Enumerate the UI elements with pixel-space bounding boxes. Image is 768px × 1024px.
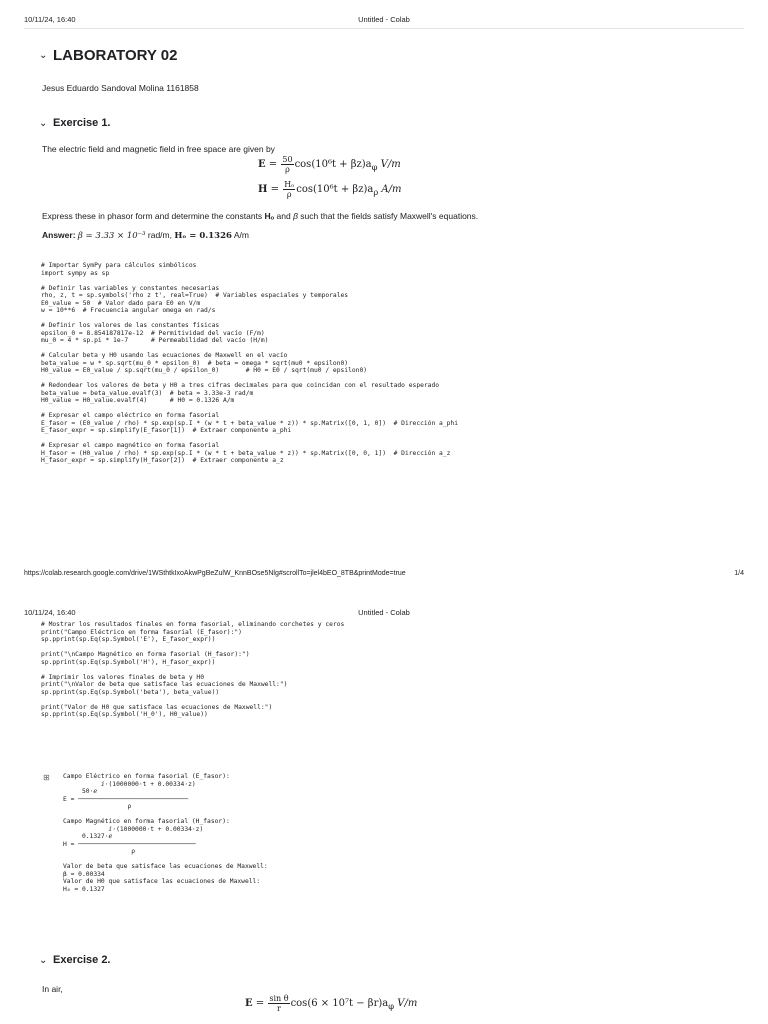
answer-h0: Hₒ = 0.1326 [174,231,232,241]
code-line: H_fasor = (H0_value / rho) * sp.exp(sp.I * (w * t + beta_value * z)) * sp.Matrix([0, 0, 1]) # Dirección a_z [41,449,451,457]
fraction-numerator: sin θ [269,994,289,1003]
output-line: Valor de H0 que satisface las ecuaciones de Maxwell: [63,878,261,885]
code-line [41,696,741,704]
equation-magnetic-field: H = $\frac{\text{Hₒ}}{\rho}$ $\cos(10^6t + \beta z)a_\rho$ A/m [258,180,402,199]
equation-lhs: E [258,159,266,170]
code-line: # Expresar el campo eléctrico en forma fasorial [41,412,220,419]
code-line: w = 10**6 # Frecuencia angular omega en rad/s [41,307,216,314]
code-line: rho, z, t = sp.symbols('rho z t', real=True) # Variables espaciales y temporales [41,292,349,299]
code-line: print("Campo Eléctrico en forma fasorial (E_fasor):") [41,628,242,636]
code-line: # Redondear los valores de beta y H0 a tres cifras decimales para que coincidan con el resultado esperado [41,382,440,389]
code-line [41,666,741,674]
code-line: # Importar SymPy para cálculos simbólicos [41,262,197,269]
code-line: H0_value = H0_value.evalf(4) # H0 = 0.1326 A/m [41,397,235,404]
print-header-page-2 [0,608,768,622]
code-line: # Definir los valores de las constantes físicas [41,322,220,329]
code-line: sp.pprint(sp.Eq(sp.Symbol('H_0'), H0_value)) [41,711,208,718]
print-footer-page-1 [0,570,768,582]
fraction-denominator: ρ [285,165,290,174]
print-timestamp: 10/11/24, 16:40 [24,15,76,24]
output-line: H = ─────────────────────────────── [63,840,196,848]
output-line: Valor de beta que satisface las ecuaciones de Maxwell: [63,863,268,870]
code-line [41,345,741,353]
answer-beta: β = 3.33 × 10⁻³ [77,231,146,241]
code-line [41,277,741,285]
fraction-numerator: 50 [282,155,293,164]
print-footer-url: https://colab.research.google.com/drive/1WSthtkIxoAkwPgBeZulW_KnnBOse5Nlg#scrollTo=jlel4bEO_8TB&printMode=true [24,570,406,577]
code-line: epsilon_0 = 8.854187817e-12 # Permitividad del vacío (F/m) [41,329,265,337]
equation-fraction [283,180,295,199]
code-line: beta_value = beta_value.evalf(3) # beta = 3.33e-3 rad/m [41,389,254,397]
fraction-denominator: ρ [286,190,292,199]
equation-subscript: ρ [373,187,379,197]
code-cell-1[interactable] [41,262,741,465]
equation-electric-field: E = $\frac{50}{\rho}$ $\cos(10^6t + \beta z)a_\varphi$ V/m [258,155,401,174]
code-output [63,773,723,893]
equation-unit: A/m [378,184,402,195]
code-cell-2[interactable] [41,621,741,719]
lab-section-heading[interactable] [39,47,177,64]
code-line [41,375,741,383]
exercise-2-heading[interactable] [39,954,111,966]
output-line: ρ [63,803,132,810]
equation-rhs: cos(10⁶t + βz)a [294,159,372,170]
task-symbol-beta: β [293,211,298,221]
equation-unit: V/m [377,159,401,170]
print-window-title: Untitled - Colab [358,15,410,24]
code-line: E0_value = 50 # Valor dado para E0 en V/m [41,299,201,307]
answer-unit: rad/m, [145,230,175,240]
fraction-denominator: r [277,1004,281,1013]
answer-label: Answer: [42,230,76,240]
task-text: Express these in phasor form and determine the constants [42,211,265,221]
code-line: sp.pprint(sp.Eq(sp.Symbol('beta'), beta_value)) [41,688,220,696]
chevron-down-icon[interactable]: ⌄ [39,50,48,61]
code-line: # Imprimir los valores finales de beta y H0 [41,673,205,681]
equation-exercise-2-electric-field: E = $\frac{\text{sin θ}}{r}$ $\cos(6 \times 10^7t - \beta r)a_\varphi$ V/m [245,994,418,1013]
print-timestamp: 10/11/24, 16:40 [24,608,76,617]
output-line: β = 0.00334 [63,870,105,878]
equation-unit: V/m [394,998,418,1009]
code-line: sp.pprint(sp.Eq(sp.Symbol('H'), H_fasor_expr)) [41,658,216,666]
code-line [41,315,741,323]
print-header-page-1 [0,15,768,29]
code-line [41,405,741,413]
equation-fraction [268,994,289,1013]
exercise-1-answer [42,230,249,241]
exercise-1-heading[interactable] [39,117,111,129]
equation-lhs: E [245,998,253,1009]
output-line: Campo Magnético en forma fasorial (H_fasor): [63,818,230,825]
chevron-down-icon[interactable]: ⌄ [39,954,48,966]
equation-fraction [281,155,293,174]
code-line: # Calcular beta y H0 usando las ecuaciones de Maxwell en el vacío [41,352,288,359]
exercise-1-task [42,211,478,221]
equation-subscript: φ [388,1001,395,1011]
code-line: H_fasor_expr = sp.simplify(H_fasor[2]) # Extraer componente a_z [41,457,284,464]
output-line: ⅈ⋅(1000000⋅t + 0.00334⋅z) [63,825,204,833]
answer-unit: A/m [231,230,249,240]
author-line: Jesus Eduardo Sandoval Molina 1161858 [42,83,199,93]
output-line: 50⋅ℯ [63,788,98,795]
output-line: E = ───────────────────────────── [63,795,189,803]
code-line: H0_value = E0_value / sp.sqrt(mu_0 / epsilon_0) # H0 = E0 / sqrt(mu0 / epsilon0) [41,367,368,374]
code-line: beta_value = w * sp.sqrt(mu_0 * epsilon_0) # beta = omega * sqrt(mu0 * epsilon0) [41,359,349,367]
equation-rhs: cos(10⁶t + βz)a [296,184,374,195]
code-line: # Mostrar los resultados finales en forma fasorial, eliminando corchetes y ceros [41,621,345,628]
page-title: LABORATORY 02 [53,47,178,64]
output-line: ρ [63,848,136,855]
fraction-numerator: Hₒ [284,180,295,189]
exercise-1-intro: The electric field and magnetic field in free space are given by [42,144,275,154]
header-divider [24,28,744,29]
exercise-2-intro: In air, [42,984,63,994]
code-line: # Definir las variables y constantes necesarias [41,284,220,292]
chevron-down-icon[interactable]: ⌄ [39,117,48,129]
code-line: E_fasor = (E0_value / rho) * sp.exp(sp.I * (w * t + beta_value * z)) * sp.Matrix([0, 1, 0]) # Dirección a_phi [41,419,459,427]
code-line: mu_0 = 4 * sp.pi * 1e-7 # Permeabilidad del vacío (H/m) [41,337,269,344]
output-line [63,811,723,819]
code-line: sp.pprint(sp.Eq(sp.Symbol('E'), E_fasor_expr)) [41,636,216,643]
equation-subscript: φ [371,162,378,172]
output-line: 0.1327⋅ℯ [63,833,113,840]
exercise-1-title: Exercise 1. [53,117,111,129]
exercise-2-title: Exercise 2. [53,954,111,966]
task-symbol-h0: Hₒ [264,211,275,221]
task-text: such that the fields satisfy Maxwell's equations. [297,211,479,221]
output-line: ⅈ⋅(1000000⋅t + 0.00334⋅z) [63,780,196,788]
code-line: import sympy as sp [41,269,110,277]
equation-lhs: H [258,184,268,195]
code-line [41,644,741,652]
code-line [41,435,741,443]
print-page-number: 1/4 [734,570,744,577]
output-toggle-icon[interactable]: ⊞ [43,773,50,782]
output-line: H₀ = 0.1327 [63,885,105,893]
task-text: and [274,211,294,221]
code-line: print("\nCampo Magnético en forma fasorial (H_fasor):") [41,651,250,658]
code-line: # Expresar el campo magnético en forma fasorial [41,442,220,449]
equation-rhs: cos(6 × 10⁷t − βr)a [290,998,389,1009]
print-window-title: Untitled - Colab [358,608,410,617]
output-line [63,856,723,864]
code-line: print("Valor de H0 que satisface las ecuaciones de Maxwell:") [41,703,273,711]
code-line: print("\nValor de beta que satisface las ecuaciones de Maxwell:") [41,681,288,688]
code-line: E_fasor_expr = sp.simplify(E_fasor[1]) # Extraer componente a_phi [41,427,292,434]
output-line: Campo Eléctrico en forma fasorial (E_fasor): [63,773,230,780]
